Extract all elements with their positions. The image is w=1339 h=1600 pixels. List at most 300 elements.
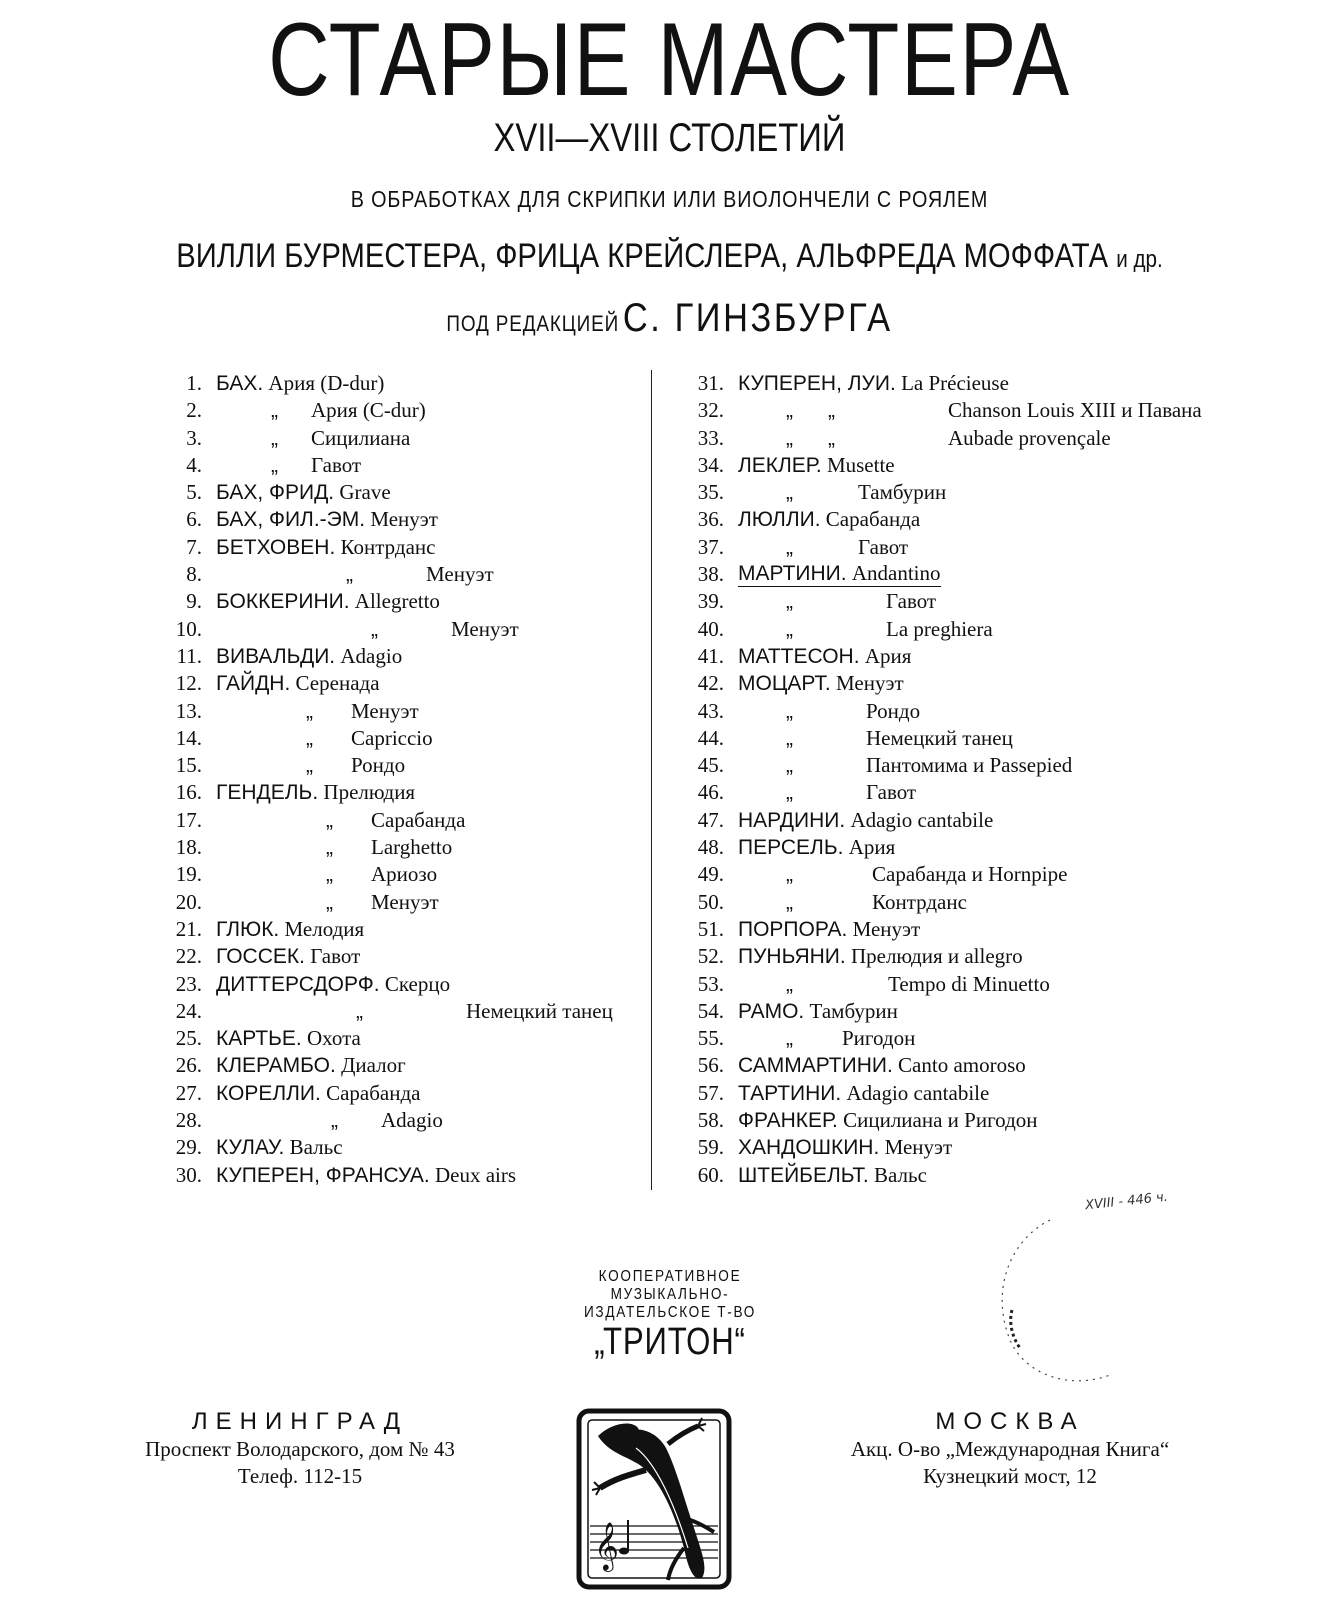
leningrad-city: ЛЕНИНГРАД (191, 1408, 409, 1435)
ditto-mark: „ (786, 781, 793, 805)
entry-number: 57. (697, 1080, 724, 1105)
entry-text (738, 370, 1009, 397)
entry-number: 25. (175, 1026, 202, 1051)
piece-title: Ария (C-dur) (311, 398, 426, 423)
piece-title: Менуэт (884, 1135, 953, 1160)
leningrad-address-block (90, 1408, 510, 1490)
contents-entry (678, 452, 1278, 479)
entry-text (738, 1080, 989, 1107)
piece-title: Ария (848, 835, 896, 860)
piece-title: Тамбурин (809, 998, 898, 1023)
contents-entry (156, 1134, 636, 1161)
entry-text (738, 670, 904, 697)
ditto-mark: „ (326, 863, 333, 887)
entry-number: 10. (175, 616, 202, 641)
piece-title: Охота (307, 1026, 361, 1051)
entry-text (216, 616, 519, 643)
entry-number: 32. (697, 398, 724, 423)
piece-title: Grave (339, 480, 391, 505)
entry-number: 22. (175, 944, 202, 969)
entry-text (216, 643, 402, 670)
contents-entry (156, 998, 636, 1025)
leningrad-phone: Телеф. 112-15 (237, 1464, 363, 1488)
composer-name: ПОРПОРА. (738, 917, 848, 941)
entry-text (738, 752, 1072, 779)
entry-number: 27. (175, 1080, 202, 1105)
entry-text (738, 643, 911, 670)
piece-title: Adagio cantabile (850, 807, 994, 832)
entry-text (738, 943, 1023, 970)
piece-title: Скерцо (384, 971, 451, 996)
composer-name: КЛЕРАМБО. (216, 1054, 336, 1078)
contents-entry (678, 397, 1278, 424)
entry-number: 41. (697, 643, 724, 668)
entry-number: 44. (697, 725, 724, 750)
contents-entry (156, 425, 636, 452)
entry-text (216, 452, 361, 479)
contents-entry (678, 916, 1278, 943)
entry-number: 18. (175, 835, 202, 860)
entry-text (738, 698, 920, 725)
composer-name: ХАНДОШКИН. (738, 1136, 880, 1160)
entry-text (216, 370, 384, 397)
entry-text (738, 616, 993, 643)
composer-name: КУЛАУ. (216, 1136, 285, 1160)
entry-number: 3. (186, 425, 202, 450)
piece-title: Прелюдия и allegro (850, 944, 1023, 969)
piece-title: Мелодия (284, 916, 365, 941)
entry-text (738, 425, 1111, 452)
entry-number: 28. (175, 1108, 202, 1133)
contents-entry (156, 506, 636, 533)
entry-number: 19. (175, 862, 202, 887)
composer-name: САММАРТИНИ. (738, 1054, 893, 1078)
entry-number: 9. (186, 589, 202, 614)
entry-number: 47. (697, 807, 724, 832)
entry-number: 60. (697, 1162, 724, 1187)
contents-entry (678, 1107, 1278, 1134)
entry-number: 6. (186, 507, 202, 532)
piece-title: Ригодон (842, 1026, 916, 1051)
composer-name: БЕТХОВЕН. (216, 535, 336, 559)
contents-entry (678, 670, 1278, 697)
entry-number: 48. (697, 835, 724, 860)
entry-text (216, 807, 465, 834)
ditto-mark: „ „ (786, 399, 835, 423)
piece-title: Andantino (851, 561, 941, 586)
entry-number: 55. (697, 1026, 724, 1051)
contents-entry (678, 943, 1278, 970)
piece-title: Менуэт (370, 507, 438, 532)
piece-title: Немецкий танец (466, 998, 613, 1023)
composer-name: КОРЕЛЛИ. (216, 1081, 321, 1105)
entry-number: 33. (697, 425, 724, 450)
piece-title: Менуэт (836, 671, 904, 696)
contents-entry (678, 752, 1278, 779)
composer-name: ГЛЮК. (216, 917, 280, 941)
stamp-handwritten-mark: XVIII - 446 ч. (1084, 1189, 1169, 1214)
contents-entry (678, 807, 1278, 834)
entry-text (738, 479, 946, 506)
piece-title: Вальс (289, 1135, 343, 1160)
piece-title: Серенада (295, 671, 380, 696)
entry-number: 50. (697, 889, 724, 914)
entry-text (216, 397, 426, 424)
entry-number: 40. (697, 616, 724, 641)
entry-text (216, 1134, 343, 1161)
entry-number: 31. (697, 371, 724, 395)
entry-text (738, 861, 1067, 888)
entry-text (216, 916, 364, 943)
entry-number: 59. (697, 1135, 724, 1160)
piece-title: Adagio (340, 643, 403, 668)
piece-title: Сарабанда и Hornpipe (872, 862, 1068, 887)
entry-text (216, 698, 419, 725)
moscow-address-block (800, 1408, 1220, 1490)
piece-title: Пантомима и Passepied (866, 753, 1073, 778)
entry-text (738, 1162, 927, 1189)
entry-text (216, 479, 391, 506)
contents-entry (678, 998, 1278, 1025)
ditto-mark: „ „ (786, 426, 835, 450)
entry-text (738, 1134, 952, 1161)
ditto-mark: „ (786, 890, 793, 914)
editor-name: С. ГИНЗБУРГА (622, 296, 893, 340)
leningrad-street: Проспект Володарского, дом № 43 (145, 1437, 455, 1461)
composer-name: МАТТЕСОН. (738, 644, 860, 668)
contents-entry (678, 561, 1278, 588)
contents-entry (678, 506, 1278, 533)
moscow-agent: Акц. О-во „Международная Книга“ (850, 1437, 1170, 1461)
entry-text (216, 588, 440, 615)
piece-title: Allegretto (354, 589, 440, 614)
entry-text (216, 561, 494, 588)
composer-name: РАМО. (738, 999, 805, 1023)
entry-number: 30. (175, 1162, 202, 1187)
entry-number: 14. (175, 725, 202, 750)
piece-title: Adagio (381, 1108, 443, 1133)
contents-entry (156, 534, 636, 561)
piece-title: Ария (D-dur) (268, 371, 385, 395)
piece-title: Тамбурин (858, 480, 947, 505)
contents-entry (156, 861, 636, 888)
entry-number: 2. (186, 398, 202, 423)
arrangers-line (94, 237, 1246, 276)
entry-text (216, 861, 437, 888)
ditto-mark: „ (271, 399, 278, 423)
ditto-mark: „ (326, 836, 333, 860)
contents-entry (678, 588, 1278, 615)
piece-title: La Précieuse (901, 371, 1009, 395)
entry-text (738, 889, 967, 916)
contents-entry (156, 807, 636, 834)
entry-number: 5. (186, 480, 202, 505)
entry-text (216, 998, 613, 1025)
piece-title: Tempo di Minuetto (888, 971, 1050, 996)
piece-title: Сицилиана (311, 425, 411, 450)
entry-text (216, 1052, 406, 1079)
ditto-mark: „ (326, 808, 333, 832)
contents-right-column (678, 370, 1278, 1189)
piece-title: Сицилиана и Ригодон (843, 1108, 1038, 1133)
entry-number: 35. (697, 480, 724, 505)
entry-number: 45. (697, 753, 724, 778)
composer-name: ФРАНКЕР. (738, 1109, 838, 1133)
composer-name: ШТЕЙБЕЛЬТ. (738, 1163, 869, 1187)
entry-number: 56. (697, 1053, 724, 1078)
composer-name: КАРТЬЕ. (216, 1027, 302, 1051)
entry-text (738, 1052, 1026, 1079)
composer-name: МАРТИНИ. (738, 562, 847, 586)
composer-name: ТАРТИНИ. (738, 1081, 842, 1105)
publisher-block (540, 1268, 800, 1362)
ditto-mark: „ (326, 890, 333, 914)
piece-title: Гавот (858, 534, 909, 559)
piece-title: Менуэт (351, 698, 419, 723)
contents-entry (156, 1107, 636, 1134)
composer-name: БАХ, ФРИД. (216, 481, 335, 505)
piece-title: Сарабанда (326, 1080, 421, 1105)
contents-entry (678, 971, 1278, 998)
subtitle-centuries: XVII—XVIII СТОЛЕТИЙ (493, 116, 846, 160)
piece-title: Гавот (311, 452, 362, 477)
entry-text (738, 779, 916, 806)
ditto-mark: „ (786, 972, 793, 996)
entry-text (216, 834, 452, 861)
entry-number: 12. (175, 671, 202, 696)
composer-name: ЛЮЛЛИ. (738, 508, 821, 532)
contents-entry (678, 861, 1278, 888)
piece-title: Сарабанда (371, 807, 466, 832)
library-stamp-icon (990, 1200, 1160, 1390)
piece-title: Гавот (310, 944, 361, 969)
piece-title: Aubade provençale (948, 425, 1111, 450)
contents-entry (156, 1080, 636, 1107)
contents-entry (678, 425, 1278, 452)
piece-title: Larghetto (371, 835, 453, 860)
contents-entry (156, 971, 636, 998)
entry-number: 29. (175, 1135, 202, 1160)
entry-number: 58. (697, 1108, 724, 1133)
piece-title: Менуэт (451, 616, 519, 641)
piece-title: Менуэт (852, 916, 921, 941)
ditto-mark: „ (786, 1027, 793, 1051)
contents-entry (156, 397, 636, 424)
entry-text (738, 1025, 915, 1052)
piece-title: Сарабанда (825, 507, 921, 532)
ditto-mark: „ (306, 699, 313, 723)
contents-entry (678, 370, 1278, 397)
entry-text (738, 561, 941, 587)
ditto-mark: „ (786, 863, 793, 887)
contents-entry (678, 779, 1278, 806)
entry-number: 37. (697, 534, 724, 559)
composer-name: ДИТТЕРСДОРФ. (216, 972, 380, 996)
entry-text (738, 971, 1050, 998)
contents-entry (678, 1052, 1278, 1079)
composer-name: ГОССЕК. (216, 945, 305, 969)
entry-text (216, 670, 380, 697)
entry-text (738, 834, 895, 861)
entry-number: 15. (175, 753, 202, 778)
entry-text (738, 452, 895, 479)
entry-number: 52. (697, 944, 724, 969)
piece-title: Контрданс (872, 889, 967, 914)
piece-title: Chanson Louis XIII и Павана (948, 398, 1202, 423)
entry-text (738, 807, 993, 834)
publisher-line-1: КООПЕРАТИВНОЕ (598, 1268, 742, 1285)
contents-entry (678, 1134, 1278, 1161)
entry-text (738, 397, 1202, 424)
entry-text (216, 752, 405, 779)
entry-text (738, 534, 908, 561)
entry-number: 49. (697, 862, 724, 887)
contents-entry (156, 616, 636, 643)
entry-number: 4. (186, 452, 202, 477)
contents-entry (156, 752, 636, 779)
piece-title: Контрданс (340, 534, 436, 559)
entry-text (738, 998, 898, 1025)
contents-entry (156, 479, 636, 506)
entry-text (216, 971, 450, 998)
ditto-mark: „ (786, 754, 793, 778)
composer-name: ГЕНДЕЛЬ. (216, 781, 319, 805)
piece-title: Adagio cantabile (846, 1080, 990, 1105)
entry-number: 51. (697, 916, 724, 941)
entry-number: 20. (175, 889, 202, 914)
piece-title: Диалог (341, 1053, 406, 1078)
entry-number: 36. (697, 507, 724, 532)
piece-title: Musette (826, 452, 895, 477)
contents-entry (156, 452, 636, 479)
contents-entry (678, 479, 1278, 506)
piece-title: Гавот (866, 780, 917, 805)
entry-number: 38. (697, 562, 724, 587)
entry-number: 17. (175, 807, 202, 832)
entry-text (216, 425, 410, 452)
entry-text (738, 1107, 1038, 1134)
composer-name: КУПЕРЕН, ЛУИ. (738, 372, 896, 395)
ditto-mark: „ (786, 590, 793, 614)
ditto-mark: „ (786, 699, 793, 723)
composer-name: БОККЕРИНИ. (216, 590, 350, 614)
contents-entry (156, 698, 636, 725)
ditto-mark: „ (786, 617, 793, 641)
contents-entry (156, 943, 636, 970)
entry-text (216, 1025, 361, 1052)
piece-title: Deux airs (435, 1162, 517, 1187)
ditto-mark: „ (271, 426, 278, 450)
composer-name: БАХ, ФИЛ.-ЭМ. (216, 508, 366, 532)
contents-entry (156, 834, 636, 861)
svg-text:𝄞: 𝄞 (594, 1521, 619, 1570)
composer-name: ЛЕКЛЕР. (738, 453, 822, 477)
entry-text (216, 506, 438, 533)
ditto-mark: „ (346, 563, 353, 587)
composer-name: ВИВАЛЬДИ. (216, 644, 336, 668)
piece-title: Вальс (874, 1162, 927, 1187)
contents-entry (156, 1052, 636, 1079)
composer-name: НАРДИНИ. (738, 808, 846, 832)
entry-number: 21. (175, 916, 202, 941)
composer-name: ПЕРСЕЛЬ. (738, 836, 844, 860)
ditto-mark: „ (786, 481, 793, 505)
entry-number: 39. (697, 589, 724, 614)
triton-logo-icon (576, 1408, 732, 1590)
contents-entry (678, 889, 1278, 916)
contents-entry (156, 588, 636, 615)
entry-number: 1. (186, 371, 202, 395)
ditto-mark: „ (786, 726, 793, 750)
entry-text (216, 1080, 421, 1107)
entry-number: 11. (176, 643, 202, 668)
arrangement-note: В ОБРАБОТКАХ ДЛЯ СКРИПКИ ИЛИ ВИОЛОНЧЕЛИ С РОЯЛЕМ (350, 186, 989, 212)
entry-number: 23. (175, 971, 202, 996)
arrangers-names: ВИЛЛИ БУРМЕСТЕРА, ФРИЦА КРЕЙСЛЕРА, АЛЬФРЕДА МОФФАТА (176, 237, 1109, 275)
entry-text (216, 1162, 516, 1189)
moscow-city: МОСКВА (935, 1408, 1085, 1435)
entry-text (738, 506, 920, 533)
composer-name: КУПЕРЕН, ФРАНСУА. (216, 1163, 430, 1187)
ditto-mark: „ (331, 1109, 338, 1133)
entry-number: 43. (697, 698, 724, 723)
entry-text (216, 1107, 443, 1134)
contents-entry (678, 1025, 1278, 1052)
entry-number: 16. (175, 780, 202, 805)
contents-entry (156, 643, 636, 670)
contents-entry (678, 834, 1278, 861)
piece-title: Capriccio (351, 725, 433, 750)
moscow-street: Кузнецкий мост, 12 (923, 1464, 1097, 1488)
ditto-mark: „ (356, 999, 363, 1023)
piece-title: Прелюдия (323, 780, 416, 805)
piece-title: La preghiera (886, 616, 993, 641)
entry-number: 24. (175, 998, 202, 1023)
entry-text (738, 916, 920, 943)
entry-text (216, 943, 360, 970)
entry-text (216, 725, 433, 752)
composer-name: ГАЙДН. (216, 672, 291, 696)
contents-entry (156, 1025, 636, 1052)
page-title: СТАРЫЕ МАСТЕРА (268, 2, 1071, 118)
piece-title: Гавот (886, 589, 937, 614)
ditto-mark: „ (306, 754, 313, 778)
contents-left-column (156, 370, 636, 1189)
composer-name: МОЦАРТ. (738, 672, 831, 696)
ditto-mark: „ (786, 535, 793, 559)
publisher-line-3: ИЗДАТЕЛЬСКОЕ Т-ВО (583, 1304, 757, 1321)
composer-name: БАХ. (216, 372, 264, 395)
piece-title: Canto amoroso (898, 1053, 1026, 1078)
entry-number: 34. (697, 452, 724, 477)
ditto-mark: „ (271, 453, 278, 477)
ditto-mark: „ (371, 617, 378, 641)
contents-entry (678, 643, 1278, 670)
entry-number: 8. (186, 562, 202, 587)
entry-number: 42. (697, 671, 724, 696)
entry-text (738, 725, 1013, 752)
entry-number: 7. (186, 534, 202, 559)
entry-text (216, 534, 435, 561)
contents-entry (678, 534, 1278, 561)
piece-title: Немецкий танец (866, 725, 1013, 750)
contents-entry (678, 616, 1278, 643)
editor-lead: ПОД РЕДАКЦИЕЙ (446, 311, 620, 336)
contents-entry (156, 916, 636, 943)
publisher-line-2: МУЗЫКАЛЬНО- (610, 1286, 730, 1303)
composer-name: ПУНЬЯНИ. (738, 945, 846, 969)
contents-entry (156, 561, 636, 588)
